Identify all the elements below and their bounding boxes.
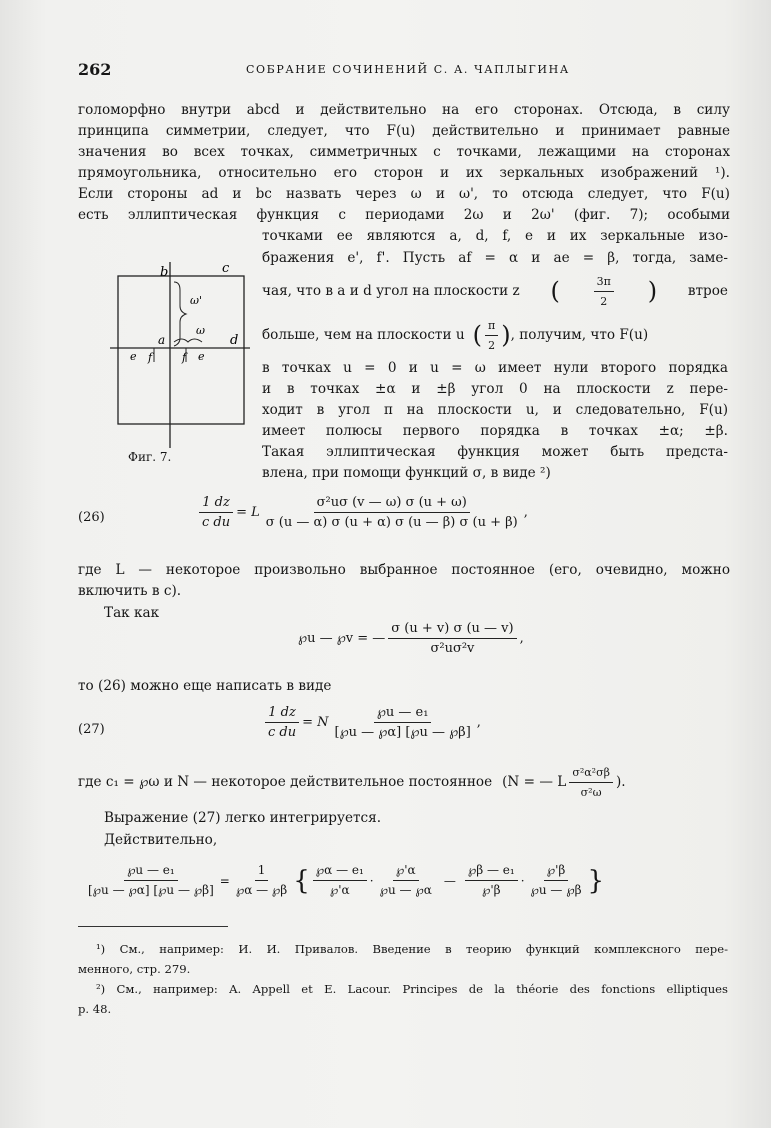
text-line: влена, при помощи функций σ, в виде ²) bbox=[262, 465, 551, 481]
numerator: σ²uσ (v — ω) σ (u + ω) bbox=[314, 494, 470, 513]
text-line: и в точках ±α и ±β угол 0 на плоскости z пере- bbox=[262, 381, 728, 397]
fraction bbox=[465, 862, 518, 899]
brace-omega bbox=[174, 339, 202, 342]
text-line: имеет полюсы первого порядка в точках ±α; ±β. bbox=[262, 423, 728, 439]
label-f-left: f bbox=[148, 351, 153, 364]
brace-omega-prime bbox=[174, 282, 186, 346]
footnote-1: ¹) См., например: И. И. Привалов. Введение в теорию функций комплексного пере- bbox=[96, 942, 728, 956]
text-line: где L — некоторое произвольно выбранное постоянное (его, очевидно, можно bbox=[78, 562, 730, 578]
label-e-left: e bbox=[130, 350, 137, 363]
numerator: 1 dz bbox=[199, 494, 233, 513]
numerator: ℘'β bbox=[544, 862, 569, 881]
text-line: точками ее являются a, d, f, e и их зеркальные изо- bbox=[262, 228, 728, 244]
denominator: ℘'α bbox=[329, 883, 350, 897]
denominator: ℘α — ℘β bbox=[235, 883, 288, 897]
denominator: [℘u — ℘α] [℘u — ℘β] bbox=[334, 725, 471, 740]
numerator: ℘'α bbox=[393, 862, 419, 881]
denominator: ℘u — ℘β bbox=[530, 883, 582, 897]
fraction bbox=[85, 862, 217, 899]
text-line: в точках u = 0 и u = ω имеет нули второго порядка bbox=[262, 360, 728, 376]
text-line: то (26) можно еще написать в виде bbox=[78, 678, 332, 694]
punct: ). bbox=[615, 774, 626, 790]
equals: = bbox=[219, 873, 230, 888]
brace-close: } bbox=[587, 865, 605, 896]
fraction bbox=[485, 317, 498, 354]
label-d: d bbox=[230, 333, 239, 348]
numerator: ℘α — e₁ bbox=[313, 862, 367, 881]
text-line bbox=[262, 272, 728, 310]
figure-caption: Фиг. 7. bbox=[128, 450, 172, 464]
equation-partial-fractions bbox=[82, 862, 604, 899]
denominator: σ (u — α) σ (u + α) σ (u — β) σ (u + β) bbox=[265, 515, 518, 530]
text-line: значения во всех точках, симметричных с точками, лежащими на сторонах bbox=[78, 144, 730, 160]
equals-term: = L bbox=[236, 505, 260, 520]
label-e-right: e bbox=[198, 350, 205, 363]
minus: — bbox=[443, 873, 456, 888]
numerator: 1 bbox=[255, 862, 269, 881]
fraction bbox=[388, 620, 516, 657]
fraction bbox=[265, 704, 299, 741]
equation-26 bbox=[196, 494, 528, 531]
fraction bbox=[594, 273, 614, 310]
equation-pu-pv bbox=[298, 620, 524, 657]
fraction bbox=[528, 862, 585, 899]
denominator: 2 bbox=[600, 294, 608, 308]
text-line: Так как bbox=[104, 605, 160, 621]
text-line: ходит в угол π на плоскости u, и следовательно, F(u) bbox=[262, 402, 728, 418]
text-line bbox=[262, 316, 728, 354]
equals-term: = N bbox=[302, 715, 329, 730]
denominator: c du bbox=[268, 725, 297, 740]
numerator: σ²α²σβ bbox=[569, 764, 613, 783]
rectangle bbox=[118, 276, 244, 424]
paren-open: ( bbox=[550, 277, 560, 305]
n-constant: (N = — L bbox=[502, 774, 567, 790]
fraction bbox=[233, 862, 290, 899]
text-line: голоморфно внутри abcd и действительно на его сторонах. Отсюда, в силу bbox=[78, 102, 730, 118]
fraction bbox=[332, 704, 474, 741]
equation-number: (26) bbox=[78, 510, 105, 525]
dot: · bbox=[369, 873, 374, 888]
numerator: 1 dz bbox=[265, 704, 299, 723]
denominator: σ²uσ²v bbox=[430, 641, 475, 656]
punct: , bbox=[519, 631, 524, 646]
fraction bbox=[199, 494, 233, 531]
paren-close: ) bbox=[501, 321, 511, 349]
denominator: [℘u — ℘α] [℘u — ℘β] bbox=[88, 883, 214, 897]
text-line: прямоугольника, относительно его сторон и их зеркальных изображений ¹). bbox=[78, 165, 730, 181]
denominator: σ²ω bbox=[580, 785, 602, 799]
text-line: есть эллиптическая функция с периодами 2ω и 2ω' (фиг. 7); особыми bbox=[78, 207, 730, 223]
equation-number: (27) bbox=[78, 722, 105, 737]
punct: , bbox=[523, 505, 528, 520]
brace-open: { bbox=[293, 865, 310, 896]
footnote-2: ²) См., например: A. Appell et E. Lacour. Principes de la théorie des fonctions elliptiques bbox=[96, 982, 728, 996]
text-line: Если стороны ad и bc назвать через ω и ω', то отсюда следует, что F(u) bbox=[78, 186, 730, 202]
denominator: ℘'β bbox=[481, 883, 501, 897]
text-line bbox=[78, 762, 730, 802]
denominator: ℘u — ℘α bbox=[379, 883, 432, 897]
text-line: Действительно, bbox=[104, 832, 218, 848]
running-header bbox=[78, 60, 728, 84]
paren-close: ) bbox=[647, 277, 658, 305]
text-line: включить в c). bbox=[78, 583, 182, 599]
punct: , bbox=[476, 715, 481, 730]
denominator: 2 bbox=[488, 338, 496, 352]
numerator: ℘u — e₁ bbox=[124, 862, 178, 881]
text-line: Выражение (27) легко интегрируется. bbox=[104, 810, 382, 826]
numerator: π bbox=[485, 317, 498, 336]
text-fragment: где c₁ = ℘ω и N — некоторое действительное постоянное bbox=[78, 774, 493, 790]
footnote-rule bbox=[78, 926, 228, 927]
footnote-1-cont: менного, стр. 279. bbox=[78, 962, 191, 976]
lhs: ℘u — ℘v = — bbox=[298, 631, 386, 646]
numerator: ℘β — e₁ bbox=[465, 862, 518, 881]
equation-27 bbox=[262, 704, 481, 741]
label-omega: ω bbox=[196, 324, 205, 337]
numerator: 3π bbox=[594, 273, 614, 292]
text-fragment: втрое bbox=[687, 283, 728, 299]
numerator: σ (u + v) σ (u — v) bbox=[388, 620, 516, 639]
denominator: c du bbox=[202, 515, 231, 530]
dot: · bbox=[520, 873, 525, 888]
fraction bbox=[263, 494, 521, 531]
text-fragment: чая, что в a и d угол на плоскости z bbox=[262, 283, 520, 299]
fraction bbox=[377, 862, 435, 899]
fraction bbox=[313, 862, 367, 899]
label-b: b bbox=[160, 265, 169, 280]
page-number: 262 bbox=[78, 60, 112, 79]
label-f-right: f bbox=[182, 351, 187, 364]
fraction bbox=[569, 764, 613, 801]
text-fragment: больше, чем на плоскости u bbox=[262, 327, 465, 343]
paren-open: ( bbox=[472, 321, 482, 349]
text-line: Такая эллиптическая функция может быть предста- bbox=[262, 444, 728, 460]
text-fragment: , получим, что F(u) bbox=[510, 327, 649, 343]
label-c: c bbox=[222, 262, 230, 276]
running-title: СОБРАНИЕ СОЧИНЕНИЙ С. А. ЧАПЛЫГИНА bbox=[246, 63, 570, 76]
numerator: ℘u — e₁ bbox=[374, 704, 432, 723]
label-a: a bbox=[158, 333, 166, 347]
footnote-2-cont: p. 48. bbox=[78, 1002, 112, 1016]
text-line: принципа симметрии, следует, что F(u) действительно и принимает равные bbox=[78, 123, 730, 139]
text-line: бражения e', f'. Пусть af = α и ae = β, тогда, заме- bbox=[262, 250, 728, 266]
label-omega-prime: ω' bbox=[190, 294, 202, 307]
